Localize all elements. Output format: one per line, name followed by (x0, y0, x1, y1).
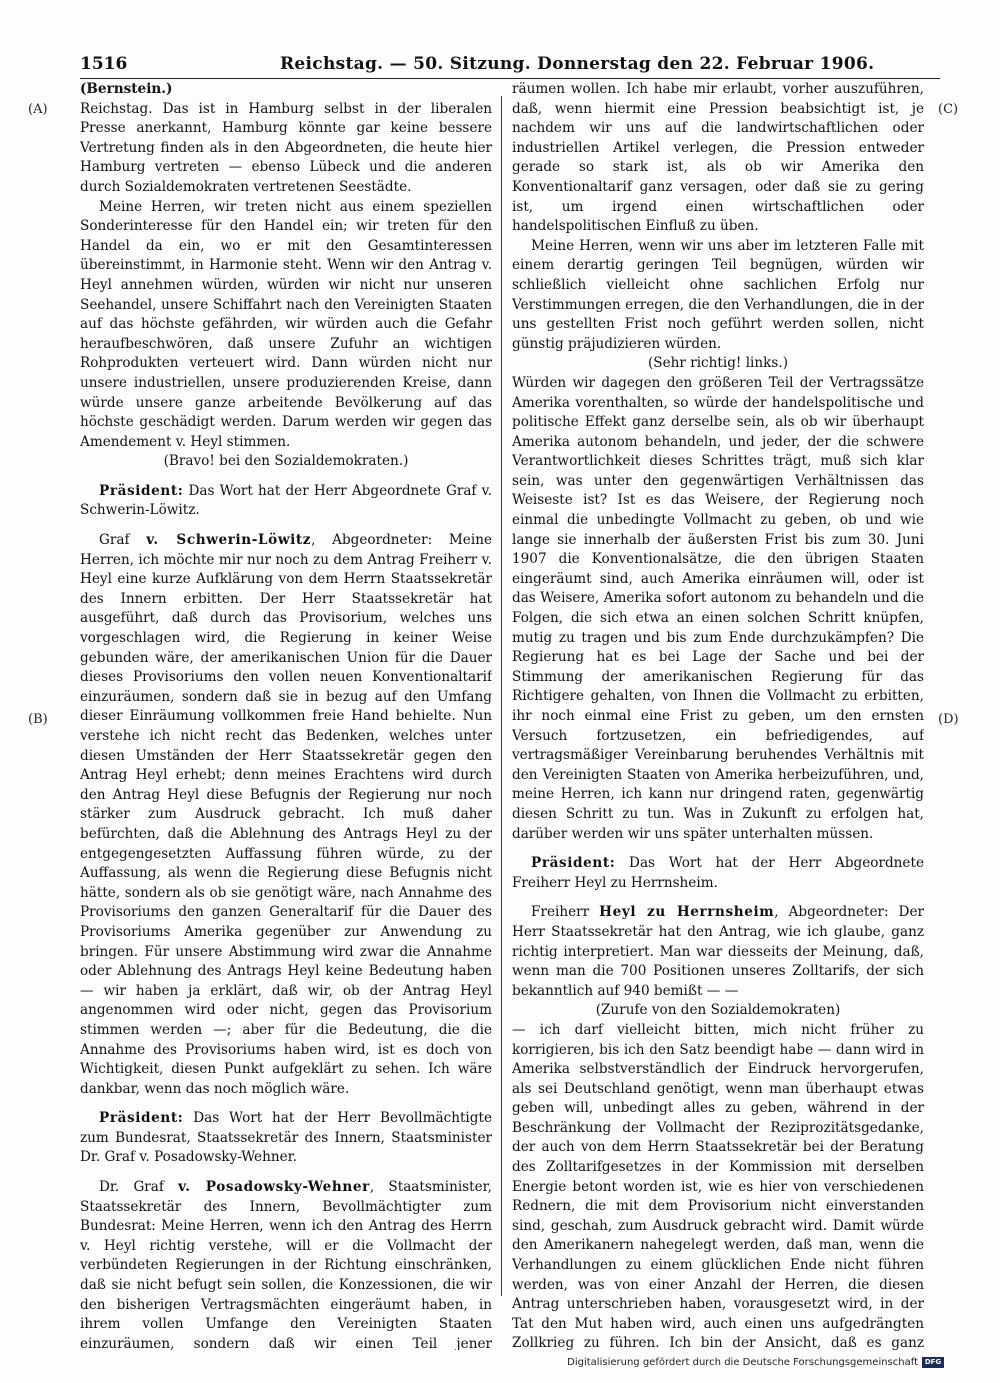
president-label: Präsident: (99, 1110, 184, 1127)
left-column (80, 80, 492, 1350)
interjection: (Bravo! bei den Sozialdemokraten.) (163, 453, 409, 470)
speech-text: , Staatsminister, Staatssekretär des Innern, Bevollmächtigter zum Bundesrat: Meine Herren, wenn ich den Antrag des Herrn v. Heyl richtig verstehe, will er die Vollmacht der verbündeten Regierungen in der Richtung einschränken, daß sie nicht befugt sein sollen, die Konzessionen, die wir den bisherigen Vertragsmächten eingeräumt haben, in ihrem vollen Umfange den Vereinigten Staaten einzuräumen, sondern daß wir einen Teil jener (80, 1179, 492, 1350)
president-statement (80, 482, 492, 521)
speech-posadowsky (80, 1178, 492, 1350)
right-column (512, 80, 924, 1350)
speaker-title: Dr. Graf (99, 1179, 179, 1196)
speaker-name: v. Posadowsky-Wehner (178, 1179, 370, 1196)
speaker-title: Graf (99, 532, 147, 549)
margin-marker-d: (D) (938, 712, 959, 727)
paragraph: — ich darf vielleicht bitten, mich nicht früher zu korrigieren, bis ich den Satz beendigt habe — dann wird in Amerika selbstverständlich der Eindruck hervorgerufen, als sei Deutschland genötigt, wenn man überhaupt etwas geben will, unbedingt alles zu geben, während in der Beschränkung der Vollmacht der Reziprozitätsgedanke, der auch von dem Herrn Staatssekretär bei der Beratung des Zolltarifgesetzes in der Kommission mit derselben Energie betont worden ist, wie es hier von verschiedenen Rednern, die mit dem Provisorium nicht einverstanden sind, geschah, zum Ausdruck gebracht wird. Damit würde den Amerikanern nahegelegt werden, daß man, wenn die Verhandlungen zu einem glücklichen Ende nicht führen werden, was von einer Anzahl der Herren, die diesen Antrag unterschrieben haben, vorausgesetzt wird, in der Tat den Mut haben wird, auch einen uns aufgedrängten Zollkrieg zu führen. Ich bin der Ansicht, daß es ganz (512, 1021, 924, 1350)
speech-text: , Abgeordneter: Der Herr Staatssekretär hat den Antrag, wie ich glaube, ganz richtig interpretiert. Man war diesseits der Meinung, daß, wenn man die 700 Positionen unseres Zolltarifs, der sich bekanntlich auf 940 bemißt — — (512, 904, 924, 999)
speech-text: , Abgeordneter: Meine Herren, ich möchte mir nur noch zu dem Antrag Freiherr v. Heyl eine kurze Aufklärung von dem Herrn Staatssekretär des Innern erbitten. Der Herr Staatssekretär hat ausgeführt, daß durch das Provisorium, welches uns vorgeschlagen wird, die Regierung in keiner Weise gebunden wäre, der amerikanischen Union für die Dauer dieses Provisoriums den vollen neuen Konventionaltarif einzuräumen, sondern daß sie in bezug auf den Umfang dieser Einräumung vollkommen freie Hand behielte. Nun verstehe ich nicht recht das Bedenken, welches unter diesen Umständen der Herr Staatssekretär gegen den Antrag Heyl erhebt; denn meines Erachtens wird durch den Antrag Heyl diese Befugnis der Regierung nur noch stärker zum Ausdruck gebracht. Ich muß daher befürchten, daß die Ablehnung des Antrags Heyl zu der entgegengesetzten Auffassung führen würde, zu der Auffassung, als wenn die Regierung diese Befugnis nicht hätte, sondern als ob sie genötigt wäre, nach Annahme des Provisoriums den ganzen Generaltarif für die Dauer des Provisoriums Amerika gegenüber zur Anwendung zu bringen. Für unsere Abstimmung wird zwar die Annahme oder Ablehnung des Antrags Heyl keine Bedeutung haben — wir haben ja erklärt, daß wir, ob der Antrag Heyl angenommen wird oder nicht, gegen das Provisorium stimmen werden —; aber für die Bedeutung, die die Annahme des Provisoriums haben wird, ist es doch von Wichtigkeit, diesen Punkt aufgeklärt zu sehen. Ich wäre dankbar, wenn das noch möglich wäre. (80, 532, 492, 1097)
interjection: (Sehr richtig! links.) (647, 355, 789, 372)
running-title: Reichstag. — 50. Sitzung. Donnerstag den 22. Februar 1906. (280, 54, 875, 74)
president-label: Präsident: (99, 482, 184, 499)
president-label: Präsident: (531, 855, 616, 872)
president-text: Das Wort hat der Herr Abgeordnete Freiherr Heyl zu Herrnsheim. (512, 855, 924, 891)
speech-schwerin (80, 531, 492, 1099)
paragraph: Reichstag. Das ist in Hamburg selbst in der liberalen Presse anerkannt, Hamburg könnte gar keine bessere Vertretung finden als in den Abgeordneten, die heute hier Hamburg vertreten — ebenso Lübeck und die anderen durch Sozialdemokraten vertretenen Seestädte. (80, 100, 492, 195)
page-number: 1516 (80, 54, 128, 74)
president-text: Das Wort hat der Herr Abgeordnete Graf v. Schwerin-Löwitz. (80, 482, 492, 519)
paragraph: Meine Herren, wir treten nicht aus einem speziellen Sonderinteresse für den Handel ein; wir treten für den Handel da ein, wo er mit den Gesamtinteressen übereinstimmt, in Harmonie steht. Wenn wir den Antrag v. Heyl annehmen würden, würden wir nicht nur unseren Seehandel, unsere Schiffahrt nach den Vereinigten Staaten auf das höchste gefährden, wir würden auch die Gefahr heraufbeschwören, daß unsere Zufuhr an wichtigen Rohprodukten verteuert wird. Dann würden nicht nur unsere industriellen, unsere produzierenden Kreise, dann würde unsere ganze arbeitende Bevölkerung auf das höchste geschädigt werden. Darum werden wir gegen das Amendement v. Heyl stimmen. (80, 198, 492, 450)
president-statement (80, 1109, 492, 1168)
speaker-name: Heyl zu Herrnsheim (599, 904, 775, 921)
margin-marker-a: (A) (28, 102, 48, 117)
president-text: Das Wort hat der Herr Bevollmächtigte zum Bundesrat, Staatssekretär des Innern, Staatsminister Dr. Graf v. Posadowsky-Wehner. (80, 1110, 492, 1166)
paragraph: räumen wollen. Ich habe mir erlaubt, vorher auszuführen, daß, wenn hiermit eine Pression beabsichtigt ist, je nachdem wir uns auf die landwirtschaftlichen oder industriellen Artikel verlegen, die Pression entweder gerade so stark ist, als ob wir Amerika den Konventionaltarif ganz versagen, oder daß sie zu gering ist, um irgend einen wirtschaftlichen oder handelspolitischen Einfluß zu üben. (512, 81, 924, 235)
paragraph: Würden wir dagegen den größeren Teil der Vertragssätze Amerika vorenthalten, so würde der handelspolitische und politische Effekt ganz derselbe sein, als ob wir überhaupt Amerika autonom behandeln, und jeder, der die schwere Verantwortlichkeit dieses Schrittes trägt, muß sich klar sein, was unter den gegenwärtigen Verhältnissen das Weiseste ist? Ist es das Weisere, der Regierung noch einmal die unbedingte Vollmacht zu geben, ob und wie lange sie innerhalb der äußersten Frist bis zum 30. Juni 1907 die Konventionalsätze, die den übrigen Staaten eingeräumt sind, auch Amerika einräumen will, oder ist das Weisere, Amerika sofort autonom zu behandeln und die Folgen, die sich etwa an einen solchen Schritt knüpfen, mutig zu tragen und bis zum Ende durchzukämpfen? Die Regierung hat es bei Lage der Sache und bei der Stimmung der amerikanischen Regierung für das Richtigere gehalten, von Ihnen die Vollmacht zu erbitten, ihr noch einmal eine Frist zu geben, um den ernsten Versuch fortzusetzen, ein befriedigendes, auf vertragsmäßiger Vereinbarung beruhendes Verhältnis mit den Vereinigten Staaten von Amerika herbeizuführen, und, meine Herren, ich kann nur dringend raten, gegenwärtig diesen Schritt zu tun. Was in Zukunft zu erfolgen hat, darüber werden wir uns später unterhalten müssen. (512, 374, 924, 842)
speaker-title: Freiherr (531, 904, 600, 921)
footer-text: Digitalisierung gefördert durch die Deutsche Forschungsgemeinschaft (567, 1357, 918, 1368)
president-statement (512, 854, 924, 893)
margin-marker-b: (B) (28, 712, 48, 727)
speech-heyl (512, 903, 924, 1001)
dfg-logo-icon: DFG (922, 1357, 944, 1368)
page-header (80, 52, 940, 79)
column-divider (501, 96, 502, 1296)
paragraph: Meine Herren, wenn wir uns aber im letzteren Falle mit einem derartig geringen Teil begnügen, würden wir schließlich vielleicht ohne sachlichen Erfolg nur Verstimmungen erregen, die den Verhandlungen, die in der uns gestellten Frist noch geführt werden sollen, nicht günstig präjudizieren würden. (512, 237, 924, 352)
speaker-name: v. Schwerin-Löwitz (146, 532, 312, 549)
speaker-tag: (Bernstein.) (80, 81, 173, 97)
text-columns (80, 80, 940, 1350)
interjection: (Zurufe von den Sozialdemokraten) (595, 1002, 841, 1019)
margin-marker-c: (C) (938, 102, 959, 117)
footer (567, 1357, 944, 1368)
